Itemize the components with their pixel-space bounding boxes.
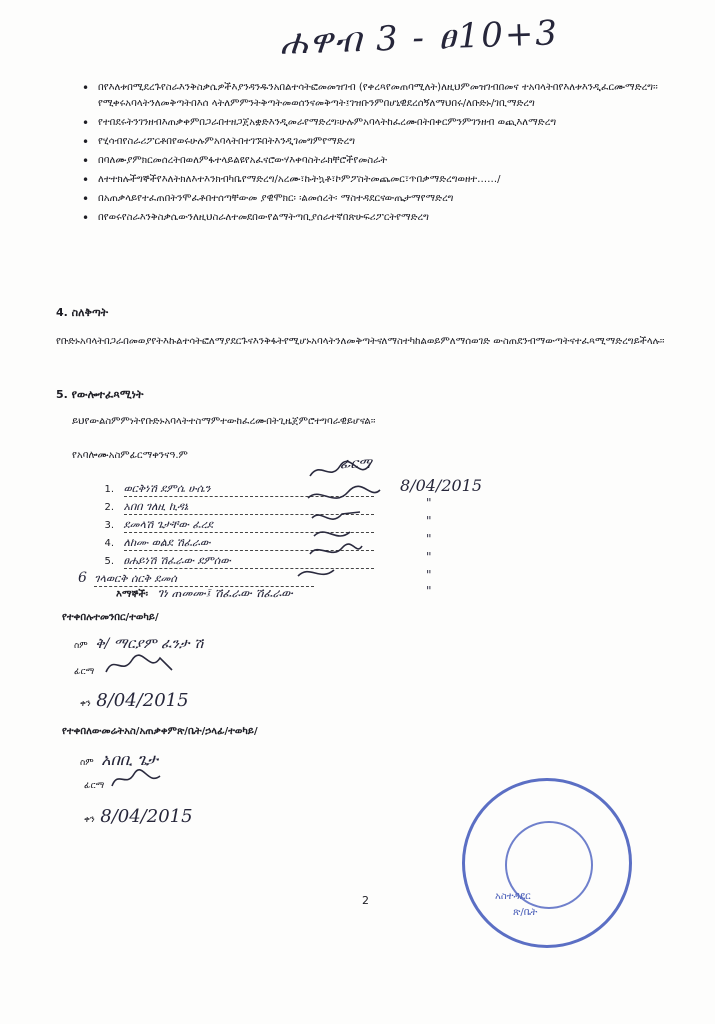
member-date: " <box>426 568 432 582</box>
member-date: " <box>426 514 432 528</box>
date-label: ቀን <box>84 815 95 825</box>
section-4-heading: 4. ስለቅጣት <box>56 306 109 319</box>
members-label: የአባሎሙአስምፊርማቀንናዓ.ም <box>72 450 188 461</box>
page-number: 2 <box>362 894 369 907</box>
signature-stroke <box>308 486 380 498</box>
row-number: 5. <box>104 556 114 567</box>
responsibility-list <box>78 80 678 229</box>
official-stamp <box>462 778 632 948</box>
received-signature-graphic <box>100 650 180 680</box>
received-name: ቅ/ ማርያም ፈንታ ሽ <box>95 636 204 652</box>
signature-stroke <box>310 544 362 554</box>
signature-stroke <box>298 570 334 576</box>
handwritten-reference: ሐዋብ 3 - ፀ10+3 <box>279 13 560 63</box>
list-item: • በየእለቱበሚደረጉየስራእንቅስቃሴዎችእያንዳንዱንአበልተሳትፎመመዝገብ (የቀረጻየመጠባሚለት)ለዚህምመዝገብበመና ተአባላትበየእለቱእንዲፈርሙማድረግ፡፡የሚቀሩአባላትንለመቅጣትበእሰ ላትለምምንትቅጣትመወሰንናመቅጣት፤ገዝቡንምበሆኒዊደረሰኝለማህበሩ/ለቡድኑ/ገቢማድረግ <box>78 80 678 112</box>
member-name: ወርቅነሽ ደምሴ ሁሴን <box>124 482 374 497</box>
member-date: " <box>426 532 432 546</box>
office-name: አበቢ ጌታ <box>101 750 158 769</box>
witness-date: " <box>426 584 432 598</box>
name-label: ስም <box>80 758 94 768</box>
member-name: አበበ ገለዚ ኪዳኔ <box>124 500 374 515</box>
signature-label: ፊርማ <box>74 667 95 677</box>
witness-row <box>116 586 293 601</box>
stamp-text: አስተዳደር <box>495 891 531 902</box>
received-label: የተቀበሉተመንበር/ተወካይ/ <box>62 612 159 623</box>
office-date: 8/04/2015 <box>100 806 193 827</box>
office-date-row <box>84 806 193 827</box>
row-number: 4. <box>104 538 114 549</box>
office-signature-graphic <box>108 766 168 792</box>
witness-name: ገነ ጠመሙ፤ ሽፈራው ሽፈራው <box>157 586 293 600</box>
row-number: 6 <box>78 570 87 586</box>
section-5-heading: 5. የውሎተፈጻሚነት <box>56 388 144 401</box>
member-name: ገላወርቅ ሰርቅ ደመሰ <box>94 572 314 587</box>
received-date: 8/04/2015 <box>96 690 189 711</box>
member-name: ለከሙ ወልደ ሽፈራው <box>124 536 374 551</box>
signature-stroke <box>314 532 350 536</box>
list-item: • የተበደሩትንገንዘብእጠቃቀምበጋራበተዘጋጀአቋድእንዲመራየማድረግ፡ሁሉምአባላትከፈረሙበትበቀርምንምገንዘብ ወጪእለማድረግ <box>78 115 678 131</box>
member-date: " <box>426 550 432 564</box>
section-5-body: ይህየውልስምምነትየቡድኑአባላትተስማምተውከፈረሙበትጊዜጀምሮተግባራዊይሆናል፡፡ <box>72 416 376 427</box>
row-number: 3. <box>104 520 114 531</box>
member-signatures-graphic <box>290 452 400 592</box>
list-item: • በአጠቃላይየተፈጠበትንሞፈቶበተሰጣቸውመ ያዊሞክር፡ ፡ልመሰረት፡ ማስተዳደርናውጤታማየማድረግ <box>78 191 678 207</box>
signature-stroke <box>310 461 370 476</box>
member-name: ፀሐይነሽ ሽፈራው ደምሰው <box>124 554 374 569</box>
name-label: ስም <box>74 641 88 651</box>
signature-column-label: ፊርማ <box>340 456 372 472</box>
received-signature-row <box>74 664 94 677</box>
list-item: • በባለሙያምክርመሰረትበወለምፋተላይልዩየአፈናሮውሃእቀባስትራክቸሮችየመስራት <box>78 153 678 169</box>
signature-label: ፊርማ <box>84 781 105 791</box>
table-row <box>78 570 314 587</box>
row-number: 2. <box>104 502 114 513</box>
date-label: ቀን <box>80 699 91 709</box>
office-label: የተቀበለውመሬትአስ/አጠቃቀምጽ/ቤት/ኃላፊ/ተወካይ/ <box>62 726 258 737</box>
member-date: " <box>426 496 432 510</box>
member-date: 8/04/2015 <box>400 476 483 495</box>
office-signature-row <box>84 778 104 791</box>
section-4-body: የቡድኑአባላትበጋራበመወያየትእኩልተሳትፎለማያደርጉናእንቅፋትየሚሆኑአባላትንለመቅጣትናለማስተካከልወይምለማሰወገድ ውስጠደንብማውጣትናተፈጻሚማድረግይችላሉ፡፡ <box>56 336 665 347</box>
list-item: • የሂሳብየስራሪፖርቶበየወሩሁሉምአባላትበተገኙበትእንዲገመግምየማድረግ <box>78 134 678 150</box>
received-date-row <box>80 690 189 711</box>
member-name: ደመላሽ ጌታቸው ፈረደ <box>124 518 374 533</box>
row-number: 1. <box>104 484 114 495</box>
witnesses-label: እማኞች፡ <box>116 589 148 600</box>
signature-stroke <box>312 512 360 519</box>
list-item: • ለተተክሉችግኞችየእለትክለእተእንክብካቤየማድረግ/አረሙ፣ኩትኳቶ፣ኮምፖስትመጨመር፣ጥበቃማድረግወዘተ……/ <box>78 172 678 188</box>
list-item: • በየወሩየስራእንቅስቃሴውንለዚህስራለተመደበውየልማትጣቢያሰራተኛበጽሁፍሪፖርትየማድረግ <box>78 210 678 226</box>
stamp-text: ጽ/ቤት <box>513 907 538 918</box>
